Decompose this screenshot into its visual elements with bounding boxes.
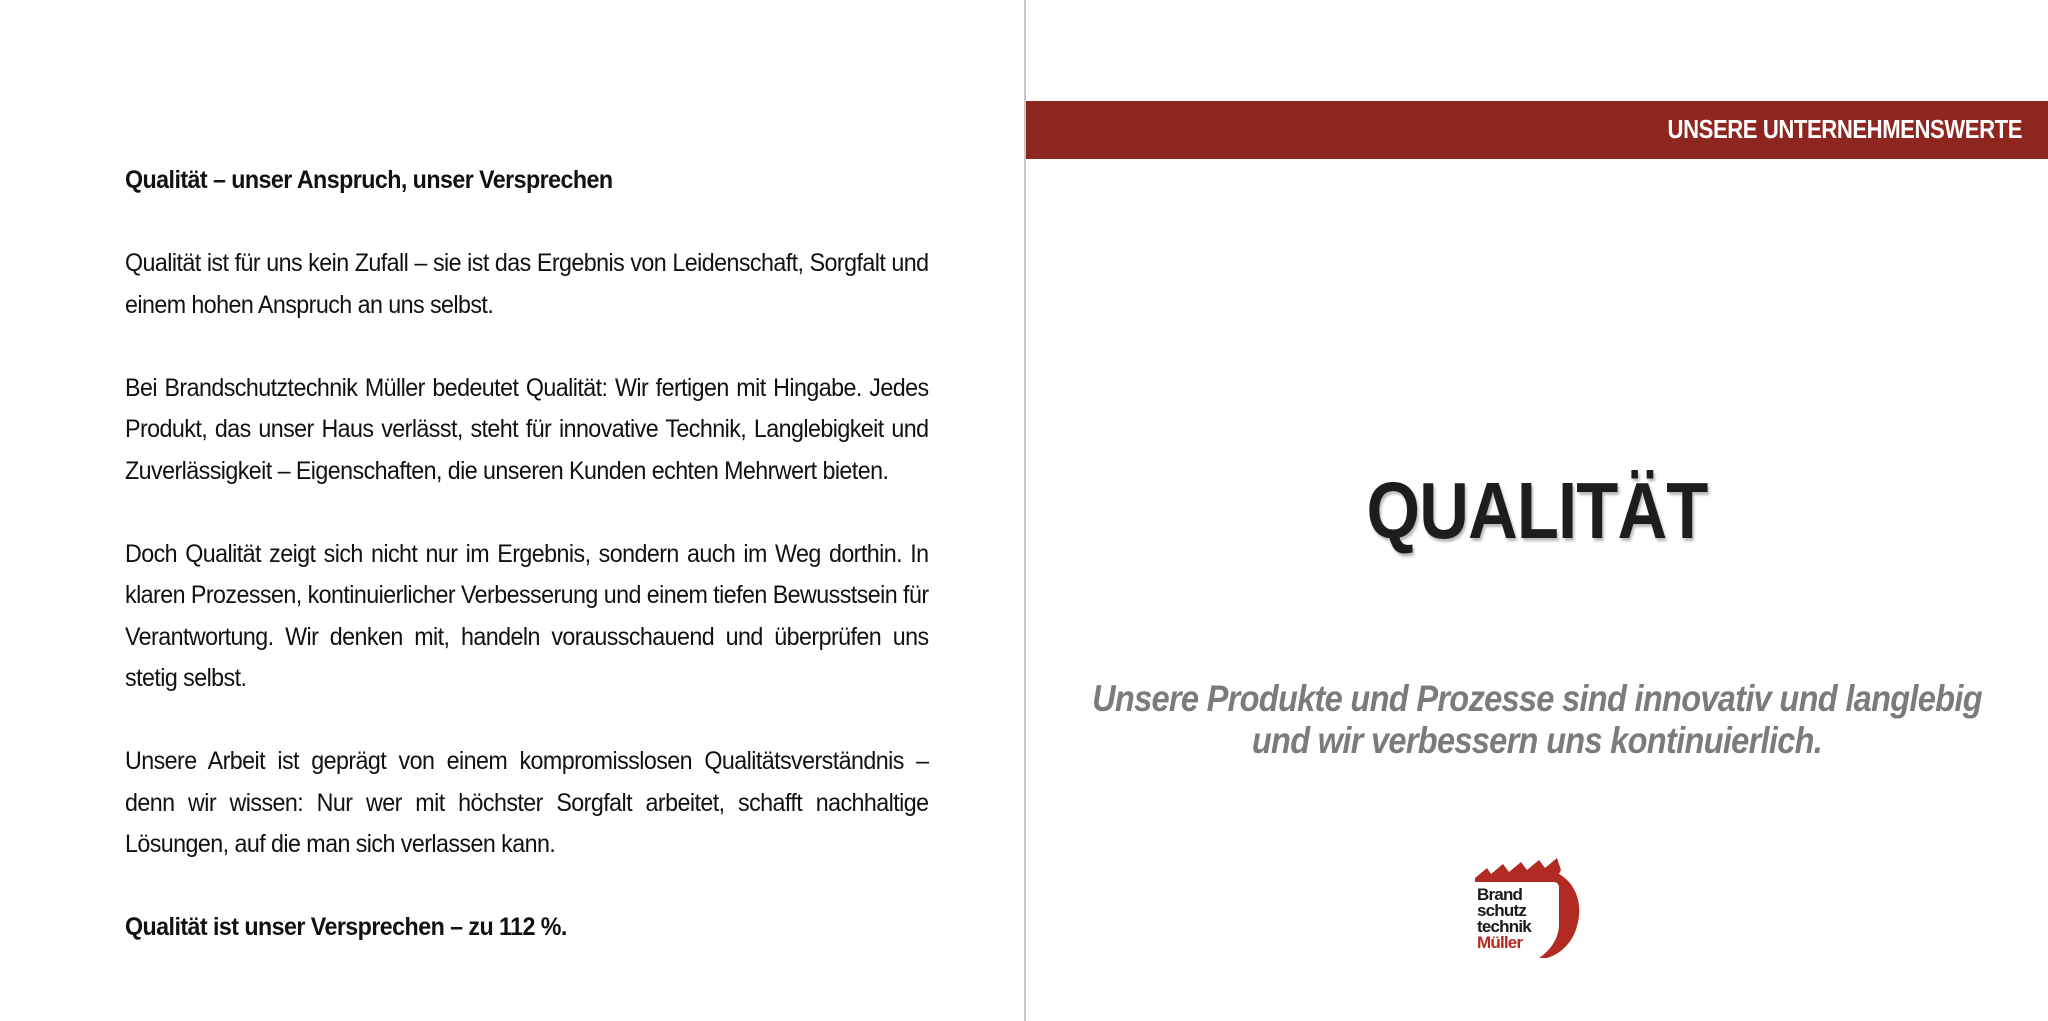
page-title: QUALITÄT bbox=[1366, 466, 1708, 555]
logo-line-4: Müller bbox=[1477, 933, 1523, 952]
closing-statement: Qualität ist unser Versprechen – zu 112 %. bbox=[125, 913, 567, 941]
values-banner bbox=[1026, 101, 2048, 159]
right-page bbox=[1026, 0, 2048, 1021]
banner-label: UNSERE UNTERNEHMENSWERTE bbox=[1667, 114, 2022, 144]
logo-line-1: Brand bbox=[1477, 885, 1523, 904]
paragraph-commitment: Unsere Arbeit ist geprägt von einem kompromisslosen Qualitätsverständnis – denn wir wissen: Nur wer mit höchster Sorgfalt arbeitet, schafft nachhaltige Lösungen, auf die man sich verlassen kann. bbox=[125, 747, 929, 858]
section-heading: Qualität – unser Anspruch, unser Versprechen bbox=[125, 166, 613, 194]
body-text-column bbox=[125, 160, 929, 990]
paragraph-company: Bei Brandschutztechnik Müller bedeutet Qualität: Wir fertigen mit Hingabe. Jedes Produkt, das unser Haus verlässt, steht für innovative Technik, Langlebigkeit und Zuverlässigkeit – Eigenschaften, die unseren Kunden echten Mehrwert bieten. bbox=[125, 373, 929, 485]
tagline bbox=[1087, 678, 1986, 762]
paragraph-process: Doch Qualität zeigt sich nicht nur im Ergebnis, sondern auch im Weg dorthin. In klaren Prozessen, kontinuierlicher Verbesserung und einem tiefen Bewusstsein für Verantwortung. Wir denken mit, handeln vorausschauend und überprüfen uns stetig selbst. bbox=[125, 539, 929, 692]
logo-line-3: technik bbox=[1477, 917, 1531, 936]
tagline-line-1: Unsere Produkte und Prozesse sind innovativ und langlebig bbox=[1092, 678, 1982, 719]
logo-line-2: schutz bbox=[1477, 901, 1527, 920]
tagline-line-2: und wir verbessern uns kontinuierlich. bbox=[1251, 720, 1823, 761]
paragraph-intro: Qualität ist für uns kein Zufall – sie ist das Ergebnis von Leidenschaft, Sorgfalt und einem hohen Anspruch an uns selbst. bbox=[125, 249, 929, 319]
company-logo bbox=[1473, 858, 1587, 958]
